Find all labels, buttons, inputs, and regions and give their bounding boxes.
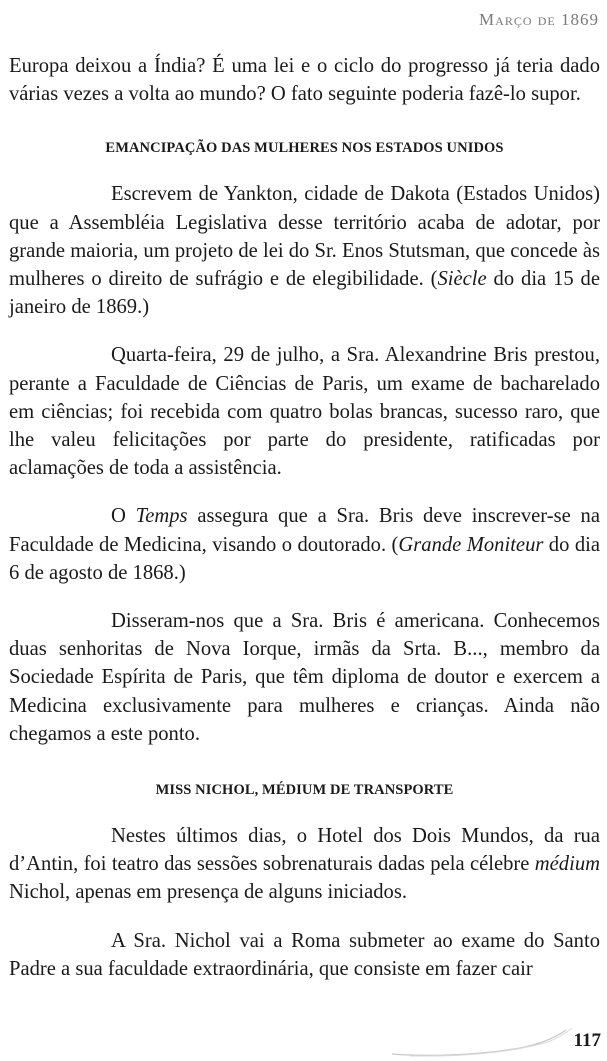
source-grande-moniteur: Grande Moniteur [398, 533, 544, 556]
paragraph-yankton-tail: do dia 15 de janeiro de 1869.) [9, 268, 600, 319]
paragraph-yankton-text: Escrevem de Yankton, cidade de Dakota (Estados Unidos) que a Assembléia Legislativa desse território acaba de adotar, por grande maioria, um projeto de lei do Sr. Enos Stutsman, que concede às mulheres o direito de sufrágio e de elegibilidade. ( [9, 183, 600, 291]
page-number: 117 [573, 1030, 601, 1051]
folio-swash-ornament [390, 1024, 580, 1058]
intro-paragraph: Europa deixou a Índia? É uma lei e o ciclo do progresso já teria dado várias vezes a volta ao mundo? O fato seguinte poderia fazê-lo supor. [9, 55, 600, 106]
paragraph-hotel [9, 822, 600, 907]
paragraph-temps-mid: assegura que a Sra. Bris deve inscrever-se na Faculdade de Medicina, visando o doutorado. ( [9, 505, 600, 556]
running-head: Março de 1869 [479, 10, 599, 29]
section-heading-emancipacao: EMANCIPAÇÃO DAS MULHERES NOS ESTADOS UNIDOS [105, 140, 504, 157]
paragraph-hotel-text: Nestes últimos dias, o Hotel dos Dois Mundos, da rua d’Antin, foi teatro das sessões sobrenaturais dadas pela célebre [9, 825, 600, 876]
paragraph-temps-lead: O [111, 505, 136, 528]
source-siecle: Siècle [437, 268, 487, 291]
page-body [9, 52, 600, 983]
source-temps: Temps [135, 505, 188, 528]
paragraph-bris-exam: Quarta-feira, 29 de julho, a Sra. Alexandrine Bris prestou, perante a Faculdade de Ciências de Paris, um exame de bacharelado em ciências; foi recebida com quatro bolas brancas, sucesso raro, que lhe valeu felicitações por parte do presidente, ratificadas por aclamações de toda a assistência. [9, 344, 600, 480]
paragraph-temps-tail: do dia 6 de agosto de 1868.) [9, 533, 600, 584]
paragraph-roma: A Sra. Nichol vai a Roma submeter ao exame do Santo Padre a sua faculdade extraordinária, que consiste em fazer cair [9, 929, 600, 980]
paragraph-temps [9, 502, 600, 587]
term-medium: médium [534, 853, 600, 876]
paragraph-americana: Disseram-nos que a Sra. Bris é americana. Conhecemos duas senhoritas de Nova Iorque, irmãs da Srta. B..., membro da Sociedade Espírita de Paris, que têm diploma de doutor e exercem a Medicina exclusivamente para mulheres e crianças. Ainda não chegamos a este ponto. [9, 610, 600, 745]
paragraph-yankton [9, 180, 600, 321]
paragraph-hotel-tail: Nichol, apenas em presença de alguns iniciados. [9, 881, 408, 904]
section-heading-miss-nichol: MISS NICHOL, MÉDIUM DE TRANSPORTE [155, 782, 454, 799]
